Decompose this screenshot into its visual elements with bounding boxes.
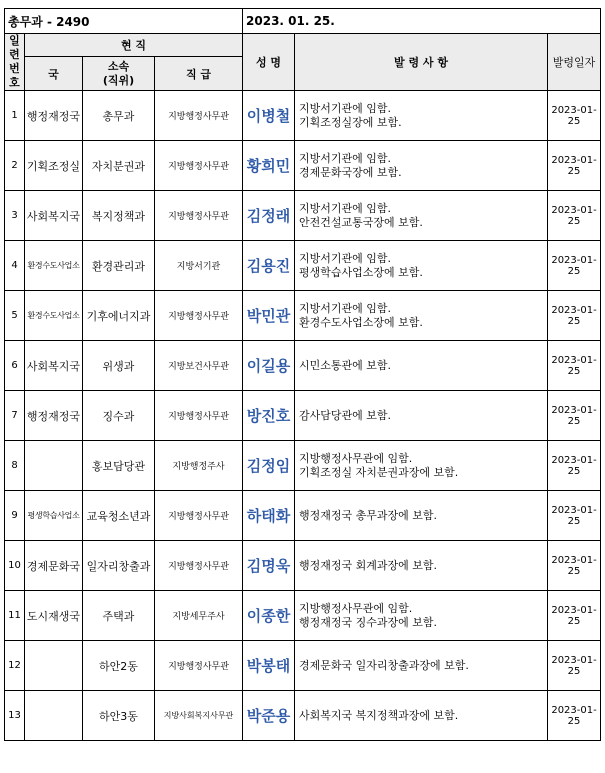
row-division: 자치분권과 (83, 141, 155, 191)
row-bureau: 경제문화국 (25, 541, 83, 591)
order-line: 사회복지국 복지정책과장에 보함. (299, 708, 459, 722)
order-line: 경제문화국 일자리창출과장에 보함. (299, 658, 469, 672)
table-row (5, 541, 601, 591)
table-row (5, 691, 601, 741)
row-serial: 2 (5, 141, 25, 191)
row-serial: 10 (5, 541, 25, 591)
table-row (5, 141, 601, 191)
table-row (5, 291, 601, 341)
document-date: 2023. 01. 25. (243, 9, 601, 34)
row-division: 기후에너지과 (83, 291, 155, 341)
order-line: 안전건설교통국장에 보함. (299, 215, 423, 229)
row-division: 총무과 (83, 91, 155, 141)
col-bureau: 국 (25, 57, 83, 91)
row-order (295, 441, 548, 491)
row-name: 이종한 (243, 591, 295, 641)
row-name: 하태화 (243, 491, 295, 541)
row-bureau (25, 691, 83, 741)
row-name: 박민관 (243, 291, 295, 341)
row-bureau (25, 441, 83, 491)
row-division: 일자리창출과 (83, 541, 155, 591)
col-division: 소속 (직위) (83, 57, 155, 91)
row-rank: 지방행정사무관 (155, 291, 243, 341)
row-division: 홍보담당관 (83, 441, 155, 491)
row-rank: 지방행정사무관 (155, 491, 243, 541)
row-order (295, 641, 548, 691)
col-name: 성 명 (243, 34, 295, 91)
row-serial: 3 (5, 191, 25, 241)
row-order (295, 191, 548, 241)
row-serial: 5 (5, 291, 25, 341)
order-line: 행정재정국 징수과장에 보함. (299, 615, 438, 629)
row-division: 복지정책과 (83, 191, 155, 241)
order-line: 평생학습사업소장에 보함. (299, 265, 423, 279)
table-row (5, 491, 601, 541)
order-line: 기획조정실 자치분권과장에 보함. (299, 465, 459, 479)
row-serial: 1 (5, 91, 25, 141)
row-order (295, 391, 548, 441)
row-rank: 지방사회복지사무관 (155, 691, 243, 741)
row-bureau: 환경수도사업소 (25, 241, 83, 291)
row-order (295, 91, 548, 141)
table-row (5, 391, 601, 441)
document-number: 총무과 - 2490 (5, 9, 243, 34)
row-division: 하안3동 (83, 691, 155, 741)
row-order (295, 141, 548, 191)
row-issue-date: 2023-01-25 (548, 391, 601, 441)
row-bureau: 도시재생국 (25, 591, 83, 641)
row-serial: 11 (5, 591, 25, 641)
order-line: 지방서기관에 임함. (299, 201, 392, 215)
row-order (295, 241, 548, 291)
row-bureau: 사회복지국 (25, 341, 83, 391)
order-line: 지방행정사무관에 임함. (299, 451, 413, 465)
row-issue-date: 2023-01-25 (548, 491, 601, 541)
row-bureau: 평생학습사업소 (25, 491, 83, 541)
order-line: 지방서기관에 임함. (299, 101, 392, 115)
row-serial: 12 (5, 641, 25, 691)
row-name: 이병철 (243, 91, 295, 141)
row-serial: 8 (5, 441, 25, 491)
col-serial-label: 일련번호 (9, 34, 20, 89)
row-order (295, 291, 548, 341)
order-line: 지방행정사무관에 임함. (299, 601, 413, 615)
row-rank: 지방행정주사 (155, 441, 243, 491)
row-name: 박봉태 (243, 641, 295, 691)
row-division: 주택과 (83, 591, 155, 641)
row-rank: 지방세무주사 (155, 591, 243, 641)
personnel-order-table (4, 8, 601, 741)
row-name: 김정임 (243, 441, 295, 491)
order-line: 행정재정국 회계과장에 보함. (299, 558, 438, 572)
col-serial (5, 34, 25, 91)
row-issue-date: 2023-01-25 (548, 691, 601, 741)
row-issue-date: 2023-01-25 (548, 141, 601, 191)
row-bureau: 환경수도사업소 (25, 291, 83, 341)
order-line: 감사담당관에 보함. (299, 408, 392, 422)
order-line: 경제문화국장에 보함. (299, 165, 402, 179)
row-name: 이길용 (243, 341, 295, 391)
row-bureau: 기획조정실 (25, 141, 83, 191)
row-issue-date: 2023-01-25 (548, 641, 601, 691)
row-order (295, 491, 548, 541)
col-rank: 직 급 (155, 57, 243, 91)
row-issue-date: 2023-01-25 (548, 91, 601, 141)
row-bureau: 사회복지국 (25, 191, 83, 241)
order-line: 행정재정국 총무과장에 보함. (299, 508, 438, 522)
row-division: 위생과 (83, 341, 155, 391)
col-current-post: 현 직 (25, 34, 243, 57)
row-division: 환경관리과 (83, 241, 155, 291)
order-line: 지방서기관에 임함. (299, 301, 392, 315)
row-name: 방진호 (243, 391, 295, 441)
row-serial: 4 (5, 241, 25, 291)
row-serial: 13 (5, 691, 25, 741)
row-name: 김정래 (243, 191, 295, 241)
order-line: 지방서기관에 임함. (299, 251, 392, 265)
row-issue-date: 2023-01-25 (548, 291, 601, 341)
row-rank: 지방서기관 (155, 241, 243, 291)
row-name: 황희민 (243, 141, 295, 191)
table-body (5, 91, 601, 741)
row-issue-date: 2023-01-25 (548, 441, 601, 491)
row-bureau: 행정재정국 (25, 391, 83, 441)
row-issue-date: 2023-01-25 (548, 341, 601, 391)
row-issue-date: 2023-01-25 (548, 591, 601, 641)
row-division: 징수과 (83, 391, 155, 441)
order-line: 기획조정실장에 보함. (299, 115, 402, 129)
table-row (5, 91, 601, 141)
row-order (295, 591, 548, 641)
table-row (5, 641, 601, 691)
table-row (5, 591, 601, 641)
row-bureau (25, 641, 83, 691)
table-row (5, 341, 601, 391)
row-division: 교육청소년과 (83, 491, 155, 541)
order-line: 환경수도사업소장에 보함. (299, 315, 423, 329)
table-row (5, 241, 601, 291)
row-name: 김명욱 (243, 541, 295, 591)
row-order (295, 691, 548, 741)
row-issue-date: 2023-01-25 (548, 241, 601, 291)
row-division: 하안2동 (83, 641, 155, 691)
col-issue-date: 발령일자 (548, 34, 601, 91)
row-bureau: 행정재정국 (25, 91, 83, 141)
order-line: 시민소통관에 보함. (299, 358, 392, 372)
row-order (295, 541, 548, 591)
row-rank: 지방행정사무관 (155, 641, 243, 691)
row-name: 박준용 (243, 691, 295, 741)
col-order: 발 령 사 항 (295, 34, 548, 91)
table-row (5, 191, 601, 241)
row-issue-date: 2023-01-25 (548, 191, 601, 241)
row-rank: 지방행정사무관 (155, 141, 243, 191)
row-rank: 지방보건사무관 (155, 341, 243, 391)
row-serial: 6 (5, 341, 25, 391)
row-rank: 지방행정사무관 (155, 541, 243, 591)
row-issue-date: 2023-01-25 (548, 541, 601, 591)
row-rank: 지방행정사무관 (155, 91, 243, 141)
row-serial: 9 (5, 491, 25, 541)
row-rank: 지방행정사무관 (155, 391, 243, 441)
row-serial: 7 (5, 391, 25, 441)
row-rank: 지방행정사무관 (155, 191, 243, 241)
row-order (295, 341, 548, 391)
table-row (5, 441, 601, 491)
order-line: 지방서기관에 임함. (299, 151, 392, 165)
row-name: 김용진 (243, 241, 295, 291)
